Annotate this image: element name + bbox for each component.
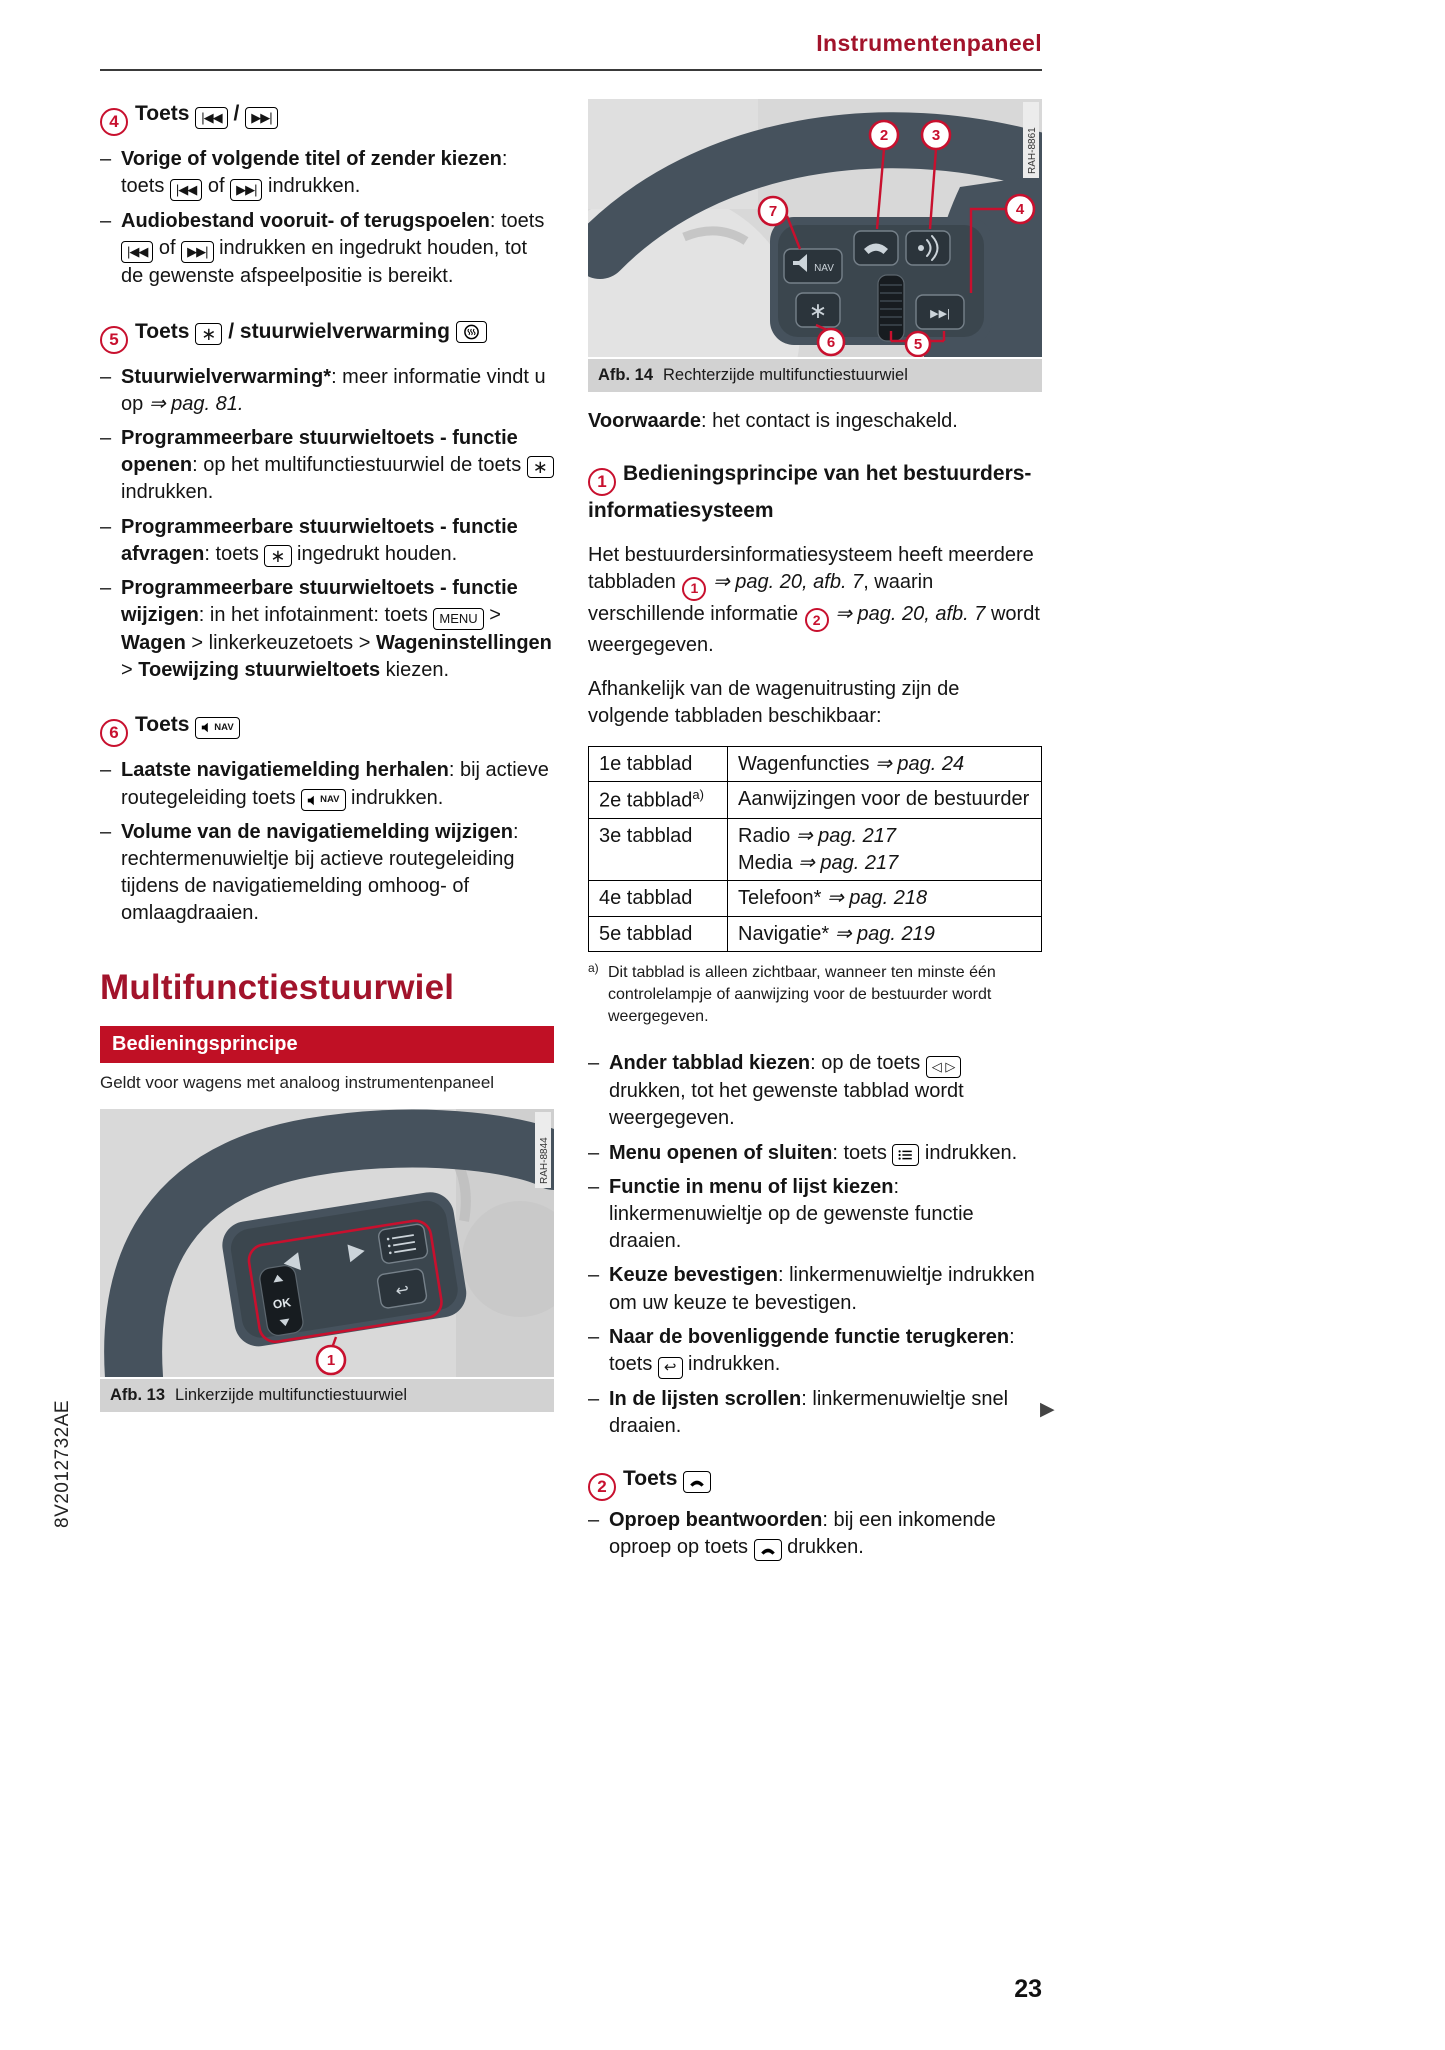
separator: / stuurwielverwarming (228, 319, 450, 343)
next-track-icon: ▶▶| (245, 107, 277, 129)
list-item: – Menu openen of sluiten: toets indrukken. (588, 1140, 1042, 1167)
figure-code: RAH-8861 (1027, 127, 1038, 174)
figure-13-image (100, 1109, 554, 1377)
back-icon: ↩ (394, 1281, 411, 1300)
callout-2: 2 (588, 1473, 616, 1501)
table-row: 3e tabblad Radio ⇒ pag. 217 Media ⇒ pag. 217 (589, 819, 1042, 881)
figure-14-caption: Afb. 14 Rechterzijde multifunctiestuurwiel (588, 359, 1042, 392)
next-track-icon: ▶▶| (181, 241, 213, 263)
list-item: – In de lijsten scrollen: linkermenuwieltje snel draaien. (588, 1386, 1042, 1440)
star-icon: ∗ (808, 298, 828, 323)
separator: / (233, 102, 240, 125)
section-heading-label: Toets (135, 713, 190, 737)
phone-icon (754, 1539, 782, 1561)
banner-bedieningsprincipe: Bedieningsprincipe (100, 1026, 554, 1063)
nav-button-label: NAV (814, 263, 834, 274)
heading-multifunctiestuurwiel: Multifunctiestuurwiel (100, 967, 455, 1007)
phone-icon (683, 1471, 711, 1493)
section-heading-label: Toets (135, 319, 190, 343)
table-row: 5e tabblad Navigatie* ⇒ pag. 219 (589, 916, 1042, 951)
section-toets-4 (100, 99, 554, 291)
back-icon: ↩ (658, 1357, 683, 1379)
heading-bedieningsprincipe-info: 1 Bedieningsprincipe van het bestuurders-informatiesysteem (588, 462, 1032, 523)
list-item: – Audiobestand vooruit- of terugspoelen: toets |◀◀ of ▶▶| indrukken en ingedrukt houden, tot de gewenste afspeelpositie is bereikt. (100, 208, 554, 290)
condition-text: Voorwaarde: het contact is ingeschakeld. (588, 410, 958, 432)
previous-track-icon: |◀◀ (195, 107, 227, 129)
figure-13-caption: Afb. 13 Linkerzijde multifunctiestuurwiel (100, 1379, 554, 1412)
svg-text:4: 4 (1015, 201, 1025, 218)
previous-track-icon: |◀◀ (170, 179, 202, 201)
left-column (100, 99, 554, 1569)
svg-text:3: 3 (931, 127, 941, 144)
list-item: – Programmeerbare stuurwieltoets - functie wijzigen: in het infotainment: toets MENU > Wagen > linkerkeuzetoets > Wageninstellingen > Toewijzing stuurwieltoets kiezen. (100, 575, 554, 685)
programmable-star-icon: ∗ (527, 456, 554, 478)
next-track-icon: ▶▶| (930, 308, 950, 320)
list-item: – Programmeerbare stuurwieltoets - functie afvragen: toets ∗ ingedrukt houden. (100, 514, 554, 568)
table-row: 1e tabblad Wagenfuncties ⇒ pag. 24 (589, 746, 1042, 781)
list-item: – Vorige of volgende titel of zender kiezen: toets |◀◀ of ▶▶| indrukken. (100, 146, 554, 201)
left-right-arrows-icon: ◁ ▷ (926, 1056, 962, 1078)
list-item: – Volume van de navigatiemelding wijzigen: rechtermenuwieltje bij actieve routegeleiding tijdens de navigatiemelding omhoog- of omlaagdraaien. (100, 819, 554, 928)
callout-2-inline: 2 (805, 608, 829, 632)
section-toets-6 (100, 710, 554, 927)
list-item: – Ander tabblad kiezen: op de toets ◁ ▷ drukken, tot het gewenste tabblad wordt weergegeven. (588, 1050, 1042, 1132)
nav-announcement-icon: NAV (301, 789, 345, 811)
nav-announcement-icon: NAV (195, 717, 239, 739)
list-item: – Functie in menu of lijst kiezen: linkermenuwieltje op de gewenste functie draaien. (588, 1174, 1042, 1256)
table-footnote: a) Dit tabblad is alleen zichtbaar, wanneer ten minste één controlelampje of aanwijzing voor de bestuurder wordt weergegeven. (588, 960, 996, 1026)
page-number: 23 (1014, 1975, 1042, 2003)
applicability-note: Geldt voor wagens met analoog instrumentenpaneel (100, 1072, 495, 1092)
svg-text:7: 7 (768, 203, 778, 220)
programmable-star-icon: ∗ (195, 323, 222, 345)
paragraph: Het bestuurdersinformatiesysteem heeft meerdere tabbladen 1 ⇒ pag. 20, afb. 7, waarin verschillende informatie 2 ⇒ pag. 20, afb. 7 wordt weergegeven. (588, 544, 1040, 657)
paragraph: Afhankelijk van de wagenuitrusting zijn de volgende tabbladen beschikbaar: (588, 677, 960, 727)
ok-button-label: OK (271, 1294, 292, 1312)
steering-wheel-heating-icon (456, 321, 487, 343)
list-item: – Naar de bovenliggende functie terugkeren: toets ↩ indrukken. (588, 1324, 1042, 1379)
table-row: 4e tabblad Telefoon* ⇒ pag. 218 (589, 881, 1042, 916)
section-heading (100, 317, 554, 354)
figure-14-image (588, 99, 1042, 357)
menu-list-icon (892, 1144, 919, 1166)
list-item: – Programmeerbare stuurwieltoets - functie openen: op het multifunctiestuurwiel de toets ∗ indrukken. (100, 425, 554, 507)
section-heading-label: Toets (135, 102, 190, 125)
figure-code: RAH-8844 (539, 1136, 550, 1184)
figure-13 (100, 1109, 554, 1412)
callout-1: 1 (588, 468, 616, 496)
list-item: – Oproep beantwoorden: bij een inkomende oproep op toets drukken. (588, 1507, 1042, 1561)
document-code: 8V2012732AE (52, 1399, 73, 1528)
right-column (588, 99, 1042, 1569)
section-heading (100, 710, 554, 747)
svg-text:6: 6 (826, 334, 836, 351)
list-item: – Keuze bevestigen: linkermenuwieltje indrukken om uw keuze te bevestigen. (588, 1262, 1042, 1316)
figure-14 (588, 99, 1042, 392)
menu-key-icon: MENU (433, 608, 483, 630)
list-item: – Stuurwielverwarming*: meer informatie vindt u op ⇒ pag. 81. (100, 364, 554, 418)
heading-toets-telefoon: 2 Toets (588, 1464, 1042, 1501)
callout-4: 4 (100, 108, 128, 136)
callout-5: 5 (100, 326, 128, 354)
page-content (100, 30, 1042, 1569)
callout-1-inline: 1 (682, 577, 706, 601)
section-heading (100, 99, 554, 136)
svg-text:2: 2 (879, 127, 889, 144)
next-track-icon: ▶▶| (230, 179, 262, 201)
previous-track-icon: |◀◀ (121, 241, 153, 263)
callout-6: 6 (100, 719, 128, 747)
page-title: Instrumentenpaneel (816, 30, 1042, 56)
programmable-star-icon: ∗ (264, 545, 291, 567)
tab-overview-table (588, 746, 1042, 952)
svg-text:5: 5 (913, 336, 923, 353)
voice-control-button (906, 231, 950, 265)
svg-text:1: 1 (326, 1351, 336, 1369)
page-continues-icon: ▶ (1040, 1399, 1055, 1420)
table-row: 2e tabblad$^{a)}$ Aanwijzingen voor de bestuurder (589, 782, 1042, 819)
page-header (100, 30, 1042, 71)
list-item: – Laatste navigatiemelding herhalen: bij actieve routegeleiding toets NAV indrukken. (100, 757, 554, 811)
section-toets-5 (100, 317, 554, 685)
